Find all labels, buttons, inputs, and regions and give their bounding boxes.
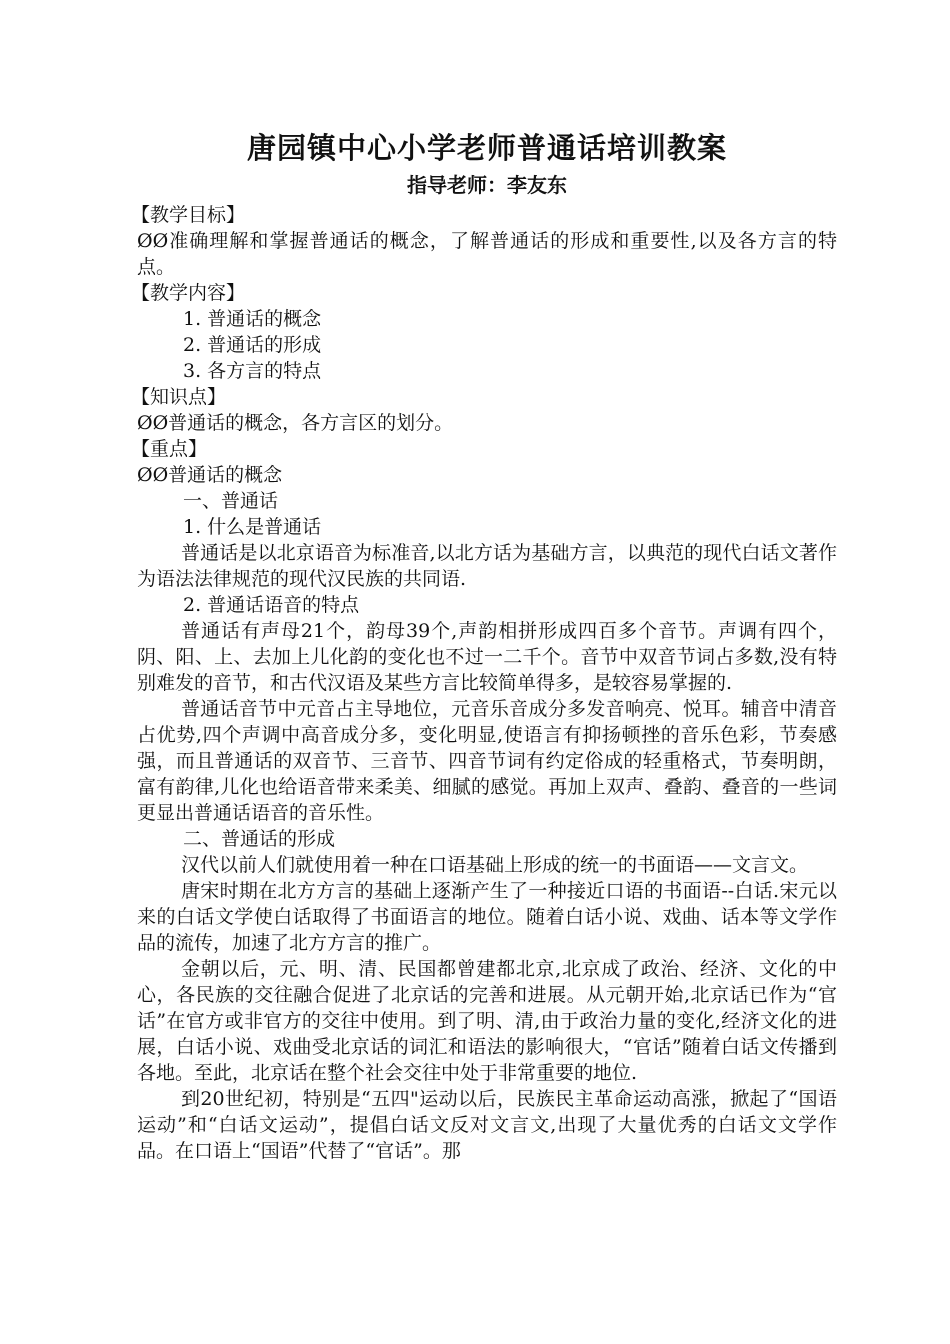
section1-sub1: 1. 什么是普通话	[183, 516, 322, 538]
goal-text: ØØ准确理解和掌握普通话的概念，了解普通话的形成和重要性,以及各方言的特点。	[137, 230, 837, 278]
section2-para3: 金朝以后，元、明、清、民国都曾建都北京,北京成了政治、经济、文化的中心，各民族的交往融合促进了北京话的完善和进展。从元朝开始,北京话已作为“官话”在官方或非官方的交往中使用。到了明、清,由于政治力量的变化,经济文化的进展，白话小说、戏曲受北京话的词汇和语法的影响很大，“官话”随着白话文传播到各地。至此，北京话在整个社会交往中处于非常重要的地位.	[137, 958, 837, 1084]
key-heading: 【重点】	[131, 438, 208, 460]
key-text: ØØ普通话的概念	[137, 464, 283, 486]
content-item-3: 3. 各方言的特点	[183, 360, 322, 382]
section1-para3: 普通话音节中元音占主导地位，元音乐音成分多发音响亮、悦耳。辅音中清音占优势,四个声调中高音成分多，变化明显,使语言有抑扬顿挫的音乐色彩，节奏感强，而且普通话的双音节、三音节、四音节词有约定俗成的轻重格式，节奏明朗，富有韵律,儿化也给语音带来柔美、细腻的感觉。再加上双声、叠韵、叠音的一些词更显出普通话语音的音乐性。	[137, 698, 837, 824]
section2-para4: 到20世纪初，特别是“五四"运动以后，民族民主革命运动高涨，掀起了“国语运动”和“白话文运动”，提倡白话文反对文言文,出现了大量优秀的白话文文学作品。在口语上“国语”代替了“官话”。那	[137, 1088, 837, 1162]
document-page	[131, 128, 837, 1164]
section1-heading: 一、普通话	[183, 490, 279, 512]
goal-heading: 【教学目标】	[131, 204, 246, 226]
section1-para1: 普通话是以北京语音为标准音,以北方话为基础方言，以典范的现代白话文著作为语法法律规范的现代汉民族的共同语.	[137, 542, 837, 590]
document-subtitle: 指导老师：李友东	[407, 173, 567, 197]
section1-sub2: 2. 普通话语音的特点	[183, 594, 360, 616]
section2-para1: 汉代以前人们就使用着一种在口语基础上形成的统一的书面语——文言文。	[181, 854, 809, 876]
content-item-2: 2. 普通话的形成	[183, 334, 322, 356]
knowledge-heading: 【知识点】	[131, 386, 227, 408]
document-title: 唐园镇中心小学老师普通话培训教案	[246, 131, 727, 165]
knowledge-text: ØØ普通话的概念，各方言区的划分。	[137, 412, 454, 434]
section2-heading: 二、普通话的形成	[183, 828, 336, 850]
section1-para2: 普通话有声母21个，韵母39个,声韵相拼形成四百多个音节。声调有四个，阴、阳、上、去加上儿化韵的变化也不过一二千个。音节中双音节词占多数,没有特别难发的音节，和古代汉语及某些方言比较简单得多，是较容易掌握的.	[137, 620, 837, 694]
content-item-1: 1. 普通话的概念	[183, 308, 322, 330]
section2-para2: 唐宋时期在北方方言的基础上逐渐产生了一种接近口语的书面语--白话.宋元以来的白话文学使白话取得了书面语言的地位。随着白话小说、戏曲、话本等文学作品的流传，加速了北方方言的推广。	[137, 880, 837, 954]
content-heading: 【教学内容】	[131, 282, 246, 304]
